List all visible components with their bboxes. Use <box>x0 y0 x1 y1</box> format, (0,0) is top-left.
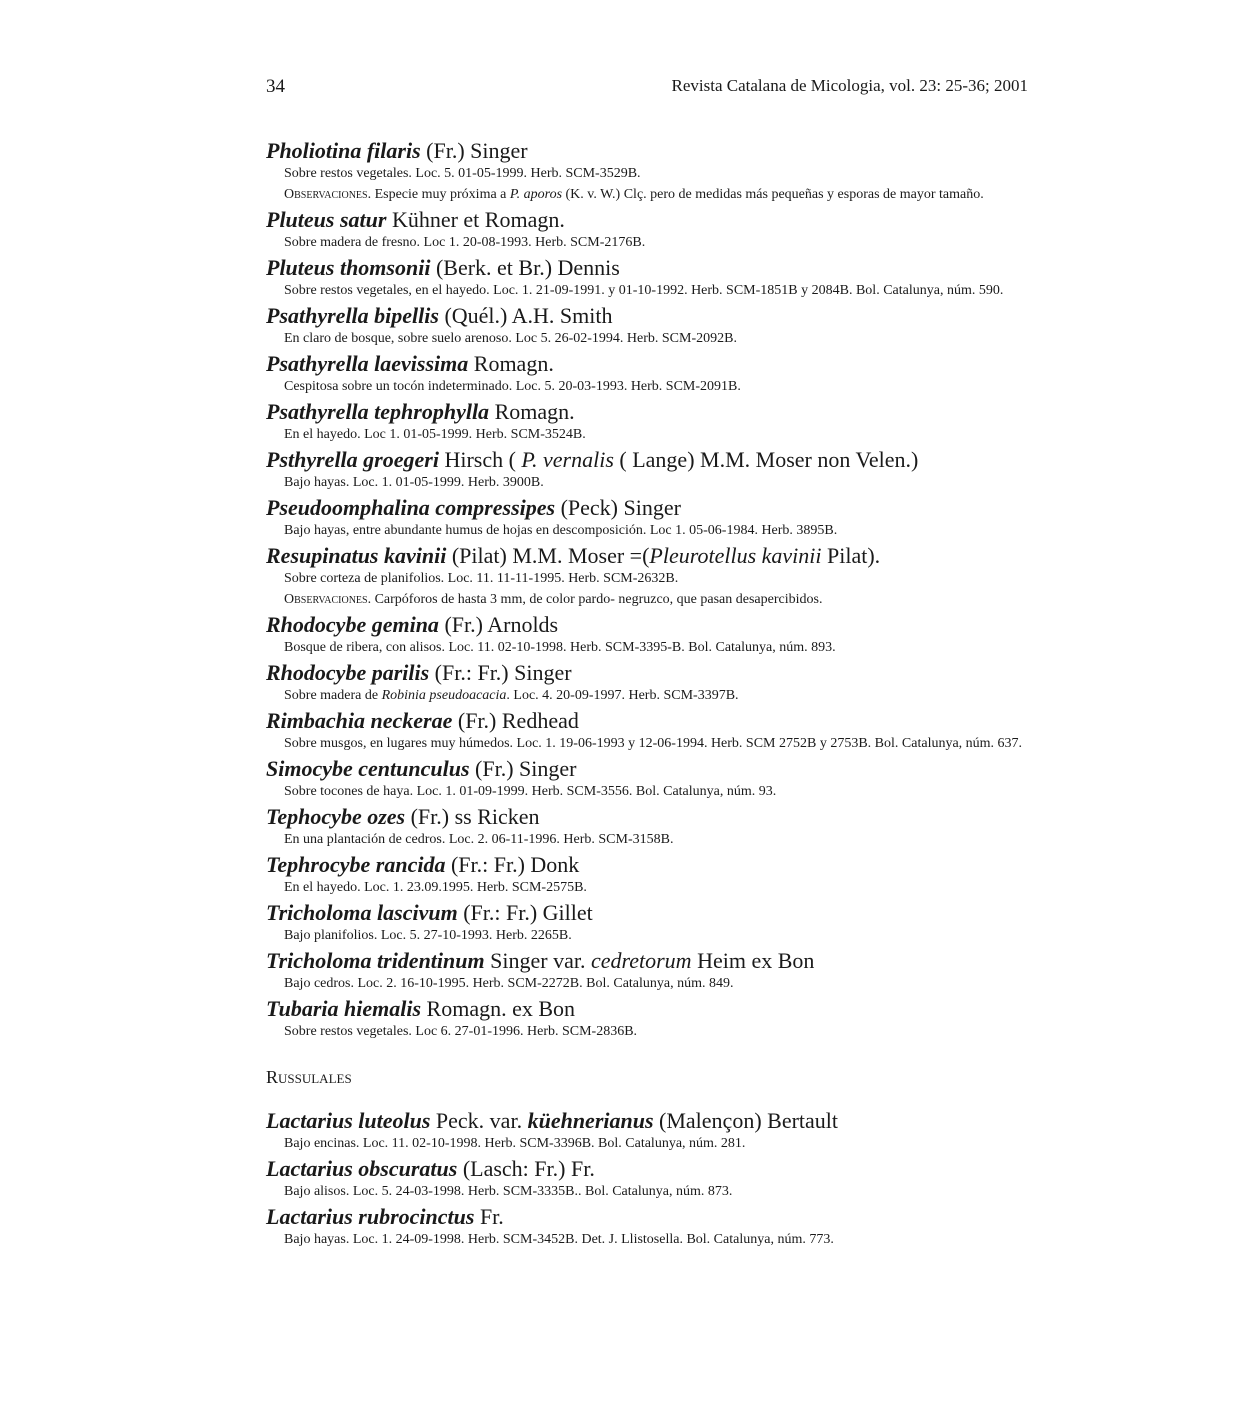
species-author-suffix: Heim ex Bon <box>691 948 815 973</box>
species-name: Pluteus thomsonii <box>266 255 431 280</box>
species-author: Romagn. <box>489 399 575 424</box>
species-author: (Fr.: Fr.) Gillet <box>457 900 593 925</box>
species-entry <box>266 1156 1066 1201</box>
species-name: Pluteus satur <box>266 207 387 232</box>
species-author: Kühner et Romagn. <box>386 207 565 232</box>
collection-data: Sobre restos vegetales, en el hayedo. Loc. 1. 21-09-1991. y 01-10-1992. Herb. SCM-1851B y 2084B. Bol. Catalunya, núm. 590. <box>284 283 1004 298</box>
synonym-name: cedretorum <box>590 948 692 973</box>
species-entry <box>266 900 1066 945</box>
species-name-line <box>266 756 1066 781</box>
page-number: 34 <box>266 76 285 97</box>
species-name-line <box>266 207 1066 232</box>
species-entry <box>266 303 1066 348</box>
species-entry <box>266 660 1066 705</box>
species-author: (Fr.) Redhead <box>452 708 579 733</box>
species-name: Resupinatus kavinii <box>266 543 447 568</box>
species-name: Lactarius rubrocinctus <box>266 1204 475 1229</box>
species-name-line <box>266 1108 1066 1133</box>
species-author: Peck. var. <box>430 1108 528 1133</box>
observations-text: Carpóforos de hasta 3 mm, de color pardo- negruzco, que pasan desapercibidos. <box>371 592 823 607</box>
species-author: (Quél.) A.H. Smith <box>438 303 613 328</box>
species-name: Psathyrella laevissima <box>266 351 469 376</box>
species-name-line <box>266 996 1066 1021</box>
species-name: Pseudoomphalina compressipes <box>266 495 556 520</box>
collection-data: Sobre restos vegetales. Loc. 5. 01-05-1999. Herb. SCM-3529B. <box>284 166 641 181</box>
species-author: (Pilat) M.M. Moser =( <box>446 543 650 568</box>
species-name: Simocybe centunculus <box>266 756 470 781</box>
journal-citation: Revista Catalana de Micologia, vol. 23: 25-36; 2001 <box>671 76 1028 95</box>
species-author: (Fr.) Singer <box>420 138 528 163</box>
species-name-line <box>266 303 1066 328</box>
species-entry <box>266 255 1066 300</box>
species-name-line <box>266 543 1066 568</box>
collection-data: Bajo cedros. Loc. 2. 16-10-1995. Herb. SCM-2272B. Bol. Catalunya, núm. 849. <box>284 976 734 991</box>
species-author-suffix: ( Lange) M.M. Moser non Velen.) <box>613 447 919 472</box>
collection-data: En el hayedo. Loc. 1. 23.09.1995. Herb. SCM-2575B. <box>284 880 587 895</box>
collection-data: Sobre madera de fresno. Loc 1. 20-08-1993. Herb. SCM-2176B. <box>284 235 646 250</box>
species-name-line <box>266 351 1066 376</box>
observations-label: Observaciones. <box>284 187 372 202</box>
synonym-name: Pleurotellus kavinii <box>649 543 822 568</box>
synonym-name: P. vernalis <box>521 447 614 472</box>
species-name: Rhodocybe gemina <box>266 612 439 637</box>
russulales-entries <box>266 1108 1066 1249</box>
observations <box>266 591 1066 609</box>
species-name: Rhodocybe parilis <box>266 660 430 685</box>
species-name-line <box>266 900 1066 925</box>
collection-data: Sobre musgos, en lugares muy húmedos. Loc. 1. 19-06-1993 y 12-06-1994. Herb. SCM 2752B y 2753B. Bol. Catalunya, núm. 637. <box>284 736 1023 751</box>
species-entry <box>266 1204 1066 1249</box>
species-name-line <box>266 612 1066 637</box>
species-entry <box>266 207 1066 252</box>
species-entry <box>266 447 1066 492</box>
observations <box>266 186 1066 204</box>
species-name: Tricholoma lascivum <box>266 900 458 925</box>
species-author: (Peck) Singer <box>555 495 681 520</box>
collection-data: Sobre corteza de planifolios. Loc. 11. 11-11-1995. Herb. SCM-2632B. <box>284 571 679 586</box>
species-author: Fr. <box>474 1204 504 1229</box>
species-name: Tephocybe ozes <box>266 804 406 829</box>
species-author: Singer var. <box>484 948 591 973</box>
collection-data: Cespitosa sobre un tocón indeterminado. Loc. 5. 20-03-1993. Herb. SCM-2091B. <box>284 379 741 394</box>
species-entry <box>266 948 1066 993</box>
species-name-line <box>266 138 1066 163</box>
species-name-line <box>266 1204 1066 1229</box>
species-name: Rimbachia neckerae <box>266 708 453 733</box>
section-heading-russulales: Russulales <box>266 1067 352 1087</box>
species-author: (Berk. et Br.) Dennis <box>430 255 620 280</box>
observations-text: Especie muy próxima a <box>371 187 510 202</box>
observations-text: (K. v. W.) Clç. pero de medidas más pequeñas y esporas de mayor tamaño. <box>562 187 984 202</box>
species-name: Tubaria hiemalis <box>266 996 422 1021</box>
species-name-line <box>266 399 1066 424</box>
species-name: Lactarius obscuratus <box>266 1156 458 1181</box>
species-entry <box>266 399 1066 444</box>
species-entry <box>266 543 1066 609</box>
collection-data-text: Sobre madera de <box>284 688 382 703</box>
agaricales-entries <box>266 138 1066 1041</box>
species-entry <box>266 351 1066 396</box>
species-author: Romagn. ex Bon <box>421 996 576 1021</box>
variety-name: küehnerianus <box>527 1108 654 1133</box>
species-name: Tephrocybe rancida <box>266 852 446 877</box>
species-entry <box>266 612 1066 657</box>
collection-data: Bajo planifolios. Loc. 5. 27-10-1993. Herb. 2265B. <box>284 928 572 943</box>
collection-data: En el hayedo. Loc 1. 01-05-1999. Herb. SCM-3524B. <box>284 427 586 442</box>
species-author-suffix: (Malençon) Bertault <box>653 1108 839 1133</box>
observations-label: Observaciones. <box>284 592 372 607</box>
species-list <box>266 138 1066 1252</box>
collection-data: Bajo hayas. Loc. 1. 24-09-1998. Herb. SCM-3452B. Det. J. Llistosella. Bol. Catalunya, núm. 773. <box>284 1232 834 1247</box>
collection-data: Bajo encinas. Loc. 11. 02-10-1998. Herb. SCM-3396B. Bol. Catalunya, núm. 281. <box>284 1136 746 1151</box>
collection-data-text: . Loc. 4. 20-09-1997. Herb. SCM-3397B. <box>506 688 739 703</box>
collection-data: Bosque de ribera, con alisos. Loc. 11. 02-10-1998. Herb. SCM-3395-B. Bol. Catalunya, núm. 893. <box>284 640 836 655</box>
collection-data: En una plantación de cedros. Loc. 2. 06-11-1996. Herb. SCM-3158B. <box>284 832 674 847</box>
collection-data: En claro de bosque, sobre suelo arenoso. Loc 5. 26-02-1994. Herb. SCM-2092B. <box>284 331 737 346</box>
species-name: Psathyrella bipellis <box>266 303 439 328</box>
species-name: Tricholoma tridentinum <box>266 948 485 973</box>
species-entry <box>266 138 1066 204</box>
species-name: Psthyrella groegeri <box>266 447 439 472</box>
species-entry <box>266 852 1066 897</box>
species-author: Romagn. <box>468 351 554 376</box>
species-name-line <box>266 852 1066 877</box>
species-name-line <box>266 495 1066 520</box>
collection-data: Bajo hayas, entre abundante humus de hojas en descomposición. Loc 1. 05-06-1984. Herb. 3895B. <box>284 523 838 538</box>
species-author: (Fr.) ss Ricken <box>405 804 540 829</box>
species-entry <box>266 495 1066 540</box>
species-name: Psathyrella tephrophylla <box>266 399 490 424</box>
collection-data: Bajo hayas. Loc. 1. 01-05-1999. Herb. 3900B. <box>284 475 544 490</box>
species-name-line <box>266 948 1066 973</box>
species-author: (Fr.: Fr.) Donk <box>445 852 580 877</box>
observations-species: P. aporos <box>509 187 563 202</box>
species-author: (Fr.) Arnolds <box>438 612 559 637</box>
species-author-suffix: Pilat). <box>821 543 881 568</box>
species-name: Lactarius luteolus <box>266 1108 431 1133</box>
species-name-line <box>266 708 1066 733</box>
species-author: (Lasch: Fr.) Fr. <box>457 1156 595 1181</box>
species-entry <box>266 708 1066 753</box>
collection-data <box>266 687 1066 705</box>
collection-data: Bajo alisos. Loc. 5. 24-03-1998. Herb. SCM-3335B.. Bol. Catalunya, núm. 873. <box>284 1184 733 1199</box>
species-name-line <box>266 660 1066 685</box>
host-name: Robinia pseudoacacia <box>381 688 507 703</box>
species-name-line <box>266 804 1066 829</box>
species-entry <box>266 804 1066 849</box>
species-entry <box>266 996 1066 1041</box>
running-header <box>266 76 1028 100</box>
collection-data: Sobre restos vegetales. Loc 6. 27-01-1996. Herb. SCM-2836B. <box>284 1024 638 1039</box>
species-entry <box>266 1108 1066 1153</box>
species-name-line <box>266 1156 1066 1181</box>
species-author: Hirsch ( <box>438 447 522 472</box>
species-author: (Fr.: Fr.) Singer <box>429 660 572 685</box>
collection-data: Sobre tocones de haya. Loc. 1. 01-09-1999. Herb. SCM-3556. Bol. Catalunya, núm. 93. <box>284 784 777 799</box>
species-name-line <box>266 255 1066 280</box>
species-author: (Fr.) Singer <box>469 756 577 781</box>
species-name-line <box>266 447 1066 472</box>
species-entry <box>266 756 1066 801</box>
species-name: Pholiotina filaris <box>266 138 421 163</box>
